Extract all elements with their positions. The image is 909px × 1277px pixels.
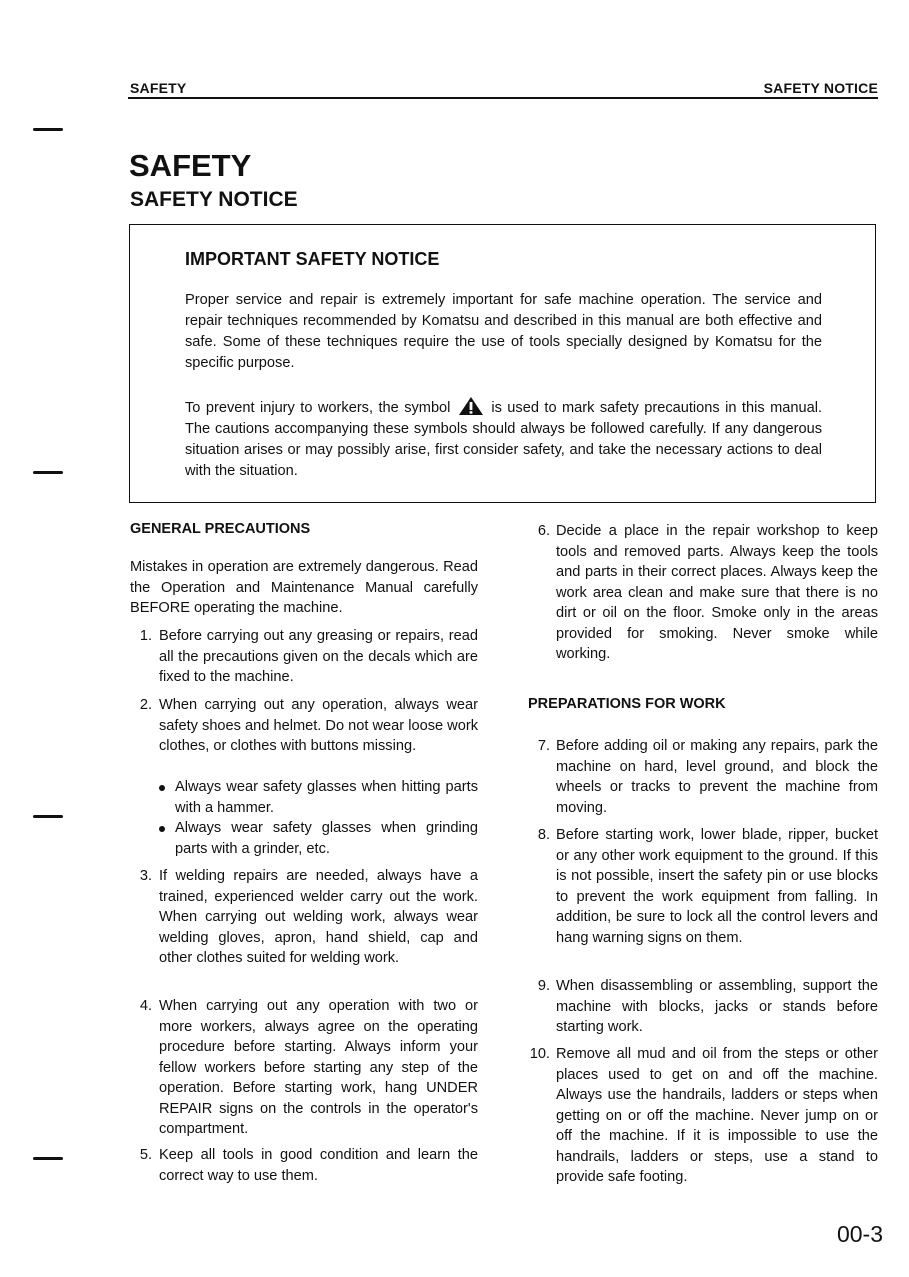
preparations-heading: PREPARATIONS FOR WORK — [528, 696, 726, 712]
list-item: 1. Before carrying out any greasing or repairs, read all the precautions given on the decals which are fixed to the machine. — [139, 628, 478, 685]
margin-mark — [33, 815, 63, 818]
warning-triangle-icon — [458, 396, 484, 416]
page-title: SAFETY — [129, 148, 252, 183]
margin-mark — [33, 471, 63, 474]
notice-paragraph-2-end: is used to mark safety precautions in this manual. The cautions accompanying these symbols should always be followed carefully. If any dangerous situation arises or may possibly arise, first consider safety, and take the necessary actions to deal with the situation. — [185, 400, 822, 479]
list-item: 6. Decide a place in the repair workshop to keep tools and removed parts. Always keep the tools and parts in their correct places. Always keep the work area clean and make sure that there is no dirt or oil on the floor. Smoke only in the areas provided for smoking. Never smoke while working. — [537, 523, 878, 662]
general-precautions-heading: GENERAL PRECAUTIONS — [130, 521, 311, 537]
list-item: 10. Remove all mud and oil from the steps or other places used to get on and off the machine. Always use the handrails, ladders or steps when getting on or off the machine. Never jump on or off the machine. If it is impossible to use the handrails, ladders or steps, use a stand to provide safe footing. — [529, 1046, 878, 1185]
running-header-right: SAFETY NOTICE — [763, 80, 878, 96]
bullet-item: Always wear safety glasses when hitting parts with a hammer. — [159, 777, 478, 818]
header-rule — [128, 97, 878, 99]
page-number: 00-3 — [836, 1221, 883, 1247]
margin-mark — [33, 128, 63, 131]
list-item: 2. When carrying out any operation, always wear safety shoes and helmet. Do not wear loose work clothes, or clothes with buttons missing. — [139, 697, 478, 754]
general-precautions-intro: Mistakes in operation are extremely dangerous. Read the Operation and Maintenance Manual carefully BEFORE operating the machine. — [130, 559, 478, 616]
list-item: 3. If welding repairs are needed, always have a trained, experienced welder carry out the work. When carrying out welding work, always wear welding gloves, apron, hand shield, cap and other clothes suited for welding work. — [139, 868, 478, 966]
page-subtitle: SAFETY NOTICE — [130, 188, 298, 211]
list-item: 8. Before starting work, lower blade, ripper, bucket or any other work equipment to the ground. If this is not possible, insert the safety pin or use blocks to prevent the work equipment from falling. In addition, be sure to lock all the control levers and hang warning signs on them. — [537, 827, 878, 946]
notice-title: IMPORTANT SAFETY NOTICE — [185, 249, 440, 269]
list-item: 5. Keep all tools in good condition and learn the correct way to use them. — [139, 1147, 478, 1184]
bullet-icon — [159, 826, 165, 832]
important-safety-notice-box — [129, 224, 876, 503]
notice-paragraph-2 — [185, 396, 822, 482]
list-item: 9. When disassembling or assembling, support the machine with blocks, jacks or stands before starting work. — [537, 978, 878, 1035]
bullet-item: Always wear safety glasses when grinding parts with a grinder, etc. — [159, 818, 478, 859]
running-header-left: SAFETY — [130, 80, 187, 96]
margin-mark — [33, 1157, 63, 1160]
notice-paragraph-2-start: To prevent injury to workers, the symbol — [185, 400, 451, 416]
list-item: 7. Before adding oil or making any repairs, park the machine on hard, level ground, and block the wheels or tracks to prevent the machine from moving. — [537, 738, 878, 816]
notice-paragraph-1: Proper service and repair is extremely important for safe machine operation. The service and repair techniques recommended by Komatsu and described in this manual are both effective and safe. Some of these techniques require the use of tools specially designed by Komatsu for the specific purpose. — [185, 292, 822, 371]
bullet-icon — [159, 785, 165, 791]
list-item: 4. When carrying out any operation with two or more workers, always agree on the operating procedure before starting. Always inform your fellow workers before starting any step of the operation. Before starting work, hang UNDER REPAIR signs on the controls in the operator's compartment. — [139, 998, 478, 1137]
